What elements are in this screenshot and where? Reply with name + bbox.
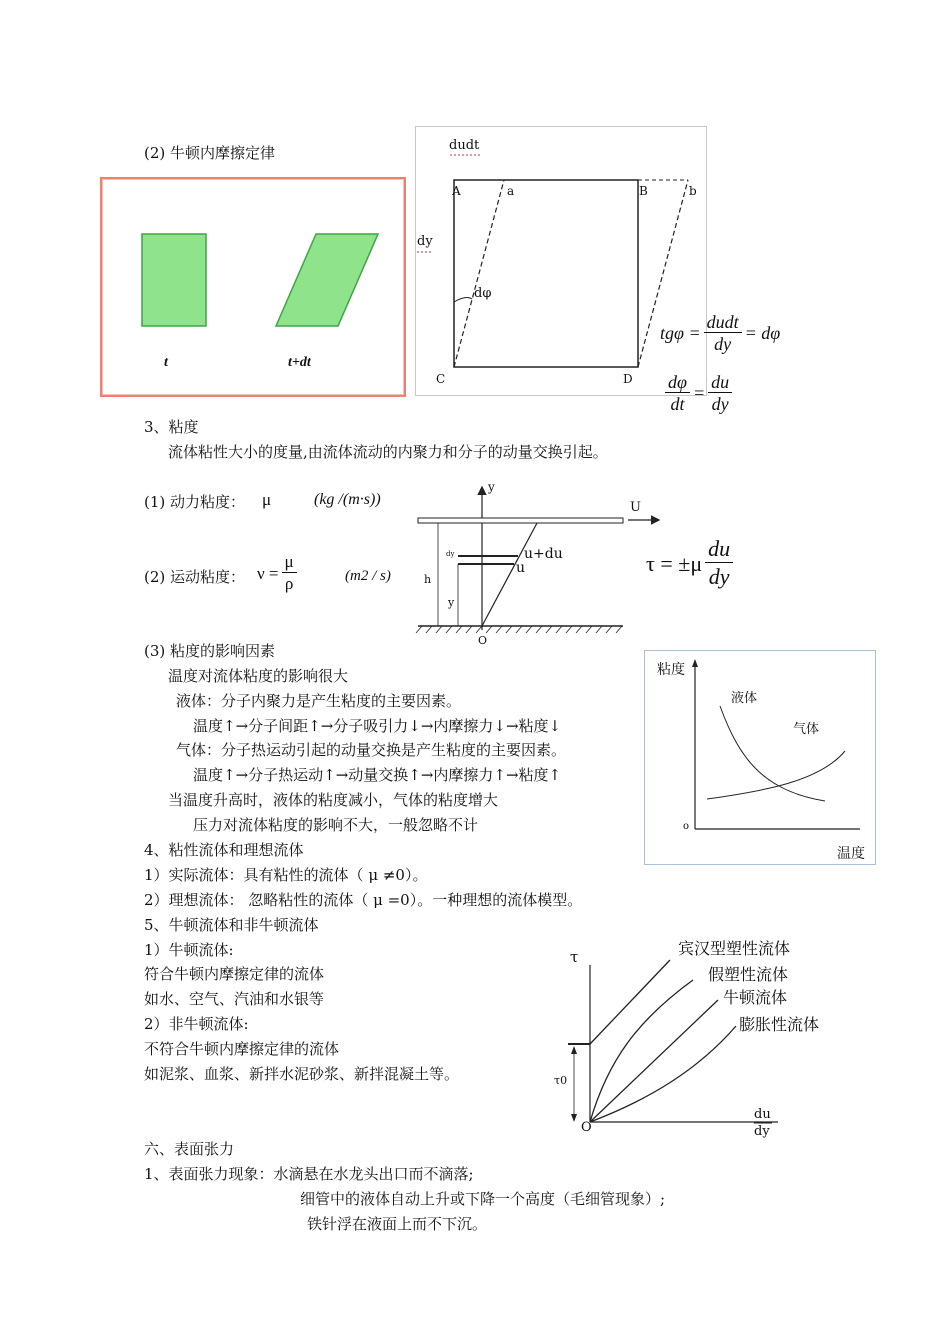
formula-dphi-dt xyxy=(662,372,735,415)
chart-ylabel: 粘度 xyxy=(657,662,685,678)
formula1-den: dy xyxy=(714,334,732,354)
dashed-left-shear xyxy=(454,180,504,367)
tau0-label: τ0 xyxy=(554,1074,568,1087)
point-a: a xyxy=(507,184,515,198)
kinematic-viscosity-formula xyxy=(257,552,300,595)
newtonian-line-5: 不符合牛顿内摩擦定律的流体 xyxy=(144,1040,340,1058)
kinematic-symbol: ν = xyxy=(257,563,279,583)
formula2-den-right: dy xyxy=(711,394,729,414)
label-t: t xyxy=(164,355,168,370)
rectangle-at-t xyxy=(142,234,206,326)
fluid-type-real: 1）实际流体：具有粘性的流体（ μ ≠0）。 xyxy=(144,866,428,884)
formula1-rhs: = dφ xyxy=(744,323,781,343)
fluid-types-heading: 4、粘性流体和理想流体 xyxy=(144,841,304,859)
dudy-num: du xyxy=(754,1107,771,1122)
formula2-num-right: du xyxy=(708,372,732,393)
h-label: h xyxy=(424,573,432,586)
surface-tension-heading: 六、表面张力 xyxy=(144,1140,235,1158)
fluid-type-ideal: 2）理想流体： 忽略粘性的流体（ μ =0）。一种理想的流体模型。 xyxy=(144,891,583,909)
bottom-hatch xyxy=(416,626,622,633)
dynamic-viscosity-label: (1) 动力粘度： xyxy=(144,493,246,511)
point-b: b xyxy=(689,184,697,198)
dilatant-curve xyxy=(590,1026,736,1122)
formula1-lhs: tgφ = xyxy=(660,323,701,343)
viscosity-definition: 流体粘性大小的度量,由流体流动的内聚力和分子的动量交换引起。 xyxy=(168,443,608,461)
kinematic-viscosity-label: (2) 运动粘度： xyxy=(144,568,246,586)
yield-arrow-up xyxy=(571,1046,577,1054)
newtonian-line-2: 符合牛顿内摩擦定律的流体 xyxy=(144,965,325,983)
newtonian-line-4: 2）非牛顿流体: xyxy=(144,1015,249,1033)
point-C: C xyxy=(436,372,446,386)
angle-arc xyxy=(454,298,472,302)
gas-curve xyxy=(707,751,845,799)
factor-line-4: 气体：分子热运动引起的动量交换是产生粘度的主要因素。 xyxy=(176,741,567,759)
surface-tension-line-1: 1、表面张力现象：水滴悬在水龙头出口而不滴落; xyxy=(144,1165,474,1183)
u-label: u xyxy=(516,560,526,576)
dilatant-label: 膨胀性流体 xyxy=(739,1015,820,1034)
dudy-den: dy xyxy=(754,1124,770,1139)
y-axis-arrow xyxy=(692,659,698,667)
rheology-chart xyxy=(548,930,848,1145)
couette-flow-diagram xyxy=(410,478,670,648)
formula2-num-left: dφ xyxy=(665,372,690,393)
point-A: A xyxy=(452,184,461,198)
formula-tg-phi xyxy=(660,312,780,355)
factor-line-3: 温度↑→分子间距↑→分子吸引力↓→内摩擦力↓→粘度↓ xyxy=(193,717,562,735)
viscosity-temperature-svg xyxy=(645,651,875,864)
y-axis-label: y xyxy=(488,480,495,494)
point-B: B xyxy=(639,184,648,198)
top-plate xyxy=(418,518,623,523)
dy-small-label: dy xyxy=(446,550,455,558)
rheology-origin: O xyxy=(581,1120,592,1135)
point-D: D xyxy=(623,372,633,386)
dy-label: dy xyxy=(417,234,433,249)
newtonian-line-1: 1）牛顿流体: xyxy=(144,941,234,959)
gas-label: 气体 xyxy=(793,722,820,737)
square-deformation-diagram xyxy=(415,126,707,396)
dynamic-viscosity-symbol: μ xyxy=(262,490,272,509)
square-ABCD xyxy=(454,180,638,367)
viscosity-heading: 3、粘度 xyxy=(144,418,199,436)
factor-line-2: 液体：分子内聚力是产生粘度的主要因素。 xyxy=(176,692,462,710)
factors-heading: (3) 粘度的影响因素 xyxy=(144,642,276,660)
kinematic-viscosity-unit: (m2 / s) xyxy=(345,568,391,584)
dphi-label: dφ xyxy=(474,286,492,301)
formula1-num: dudt xyxy=(704,312,742,333)
newtonian-heading: 5、牛顿流体和非牛顿流体 xyxy=(144,916,319,934)
dudt-label: dudt xyxy=(449,138,480,153)
origin-O-label: O xyxy=(478,634,488,647)
bingham-label: 宾汉型塑性流体 xyxy=(678,939,791,958)
green-shapes-svg xyxy=(102,179,404,395)
kinematic-num: μ xyxy=(282,552,297,573)
shear-deformation-figure xyxy=(100,177,406,397)
factor-line-6: 当温度升高时，液体的粘度减小，气体的粘度增大 xyxy=(168,791,499,809)
bingham-curve xyxy=(590,960,670,1044)
newtonian-line-3: 如水、空气、汽油和水银等 xyxy=(144,990,325,1008)
viscosity-temperature-chart xyxy=(644,650,876,865)
label-t-dt: t+dt xyxy=(288,355,311,370)
chart-origin: o xyxy=(683,821,690,832)
factor-line-1: 温度对流体粘度的影响很大 xyxy=(168,667,349,685)
formula2-eq: = xyxy=(692,383,706,403)
dynamic-viscosity-unit: (kg /(m·s)) xyxy=(314,491,381,508)
newtonian-label: 牛顿流体 xyxy=(723,988,788,1007)
liquid-label: 液体 xyxy=(731,691,758,706)
formula2-den-left: dt xyxy=(670,394,685,414)
factor-line-7: 压力对流体粘度的影响不大，一般忽略不计 xyxy=(193,816,479,834)
parallelogram-at-t-dt xyxy=(276,234,378,326)
y-dim-label: y xyxy=(448,596,455,609)
shear-formula-den: dy xyxy=(708,564,730,589)
pseudoplastic-label: 假塑性流体 xyxy=(708,965,789,984)
surface-tension-line-2: 细管中的液体自动上升或下降一个高度（毛细管现象）; xyxy=(300,1190,666,1208)
tau-label: τ xyxy=(570,948,579,966)
factor-line-5: 温度↑→分子热运动↑→动量交换↑→内摩擦力↑→粘度↑ xyxy=(193,766,562,784)
u-plus-du-label: u+du xyxy=(524,546,563,562)
velocity-profile-line xyxy=(482,523,537,626)
kinematic-den: ρ xyxy=(284,574,294,593)
shear-formula-num: du xyxy=(705,536,733,563)
rheology-svg xyxy=(548,930,848,1145)
surface-tension-line-3: 铁针浮在液面上而不下沉。 xyxy=(307,1215,488,1233)
newton-law-heading: (2) 牛顿内摩擦定律 xyxy=(144,144,276,162)
shear-formula-lhs: τ = ±μ xyxy=(646,550,703,576)
newtonian-line-6: 如泥浆、血浆、新拌水泥砂浆、新拌混凝土等。 xyxy=(144,1065,460,1083)
chart-xlabel: 温度 xyxy=(837,846,865,862)
shear-stress-formula xyxy=(646,536,736,591)
pseudoplastic-curve xyxy=(590,980,693,1122)
U-label: U xyxy=(630,500,641,515)
yield-arrow-down xyxy=(571,1114,577,1122)
